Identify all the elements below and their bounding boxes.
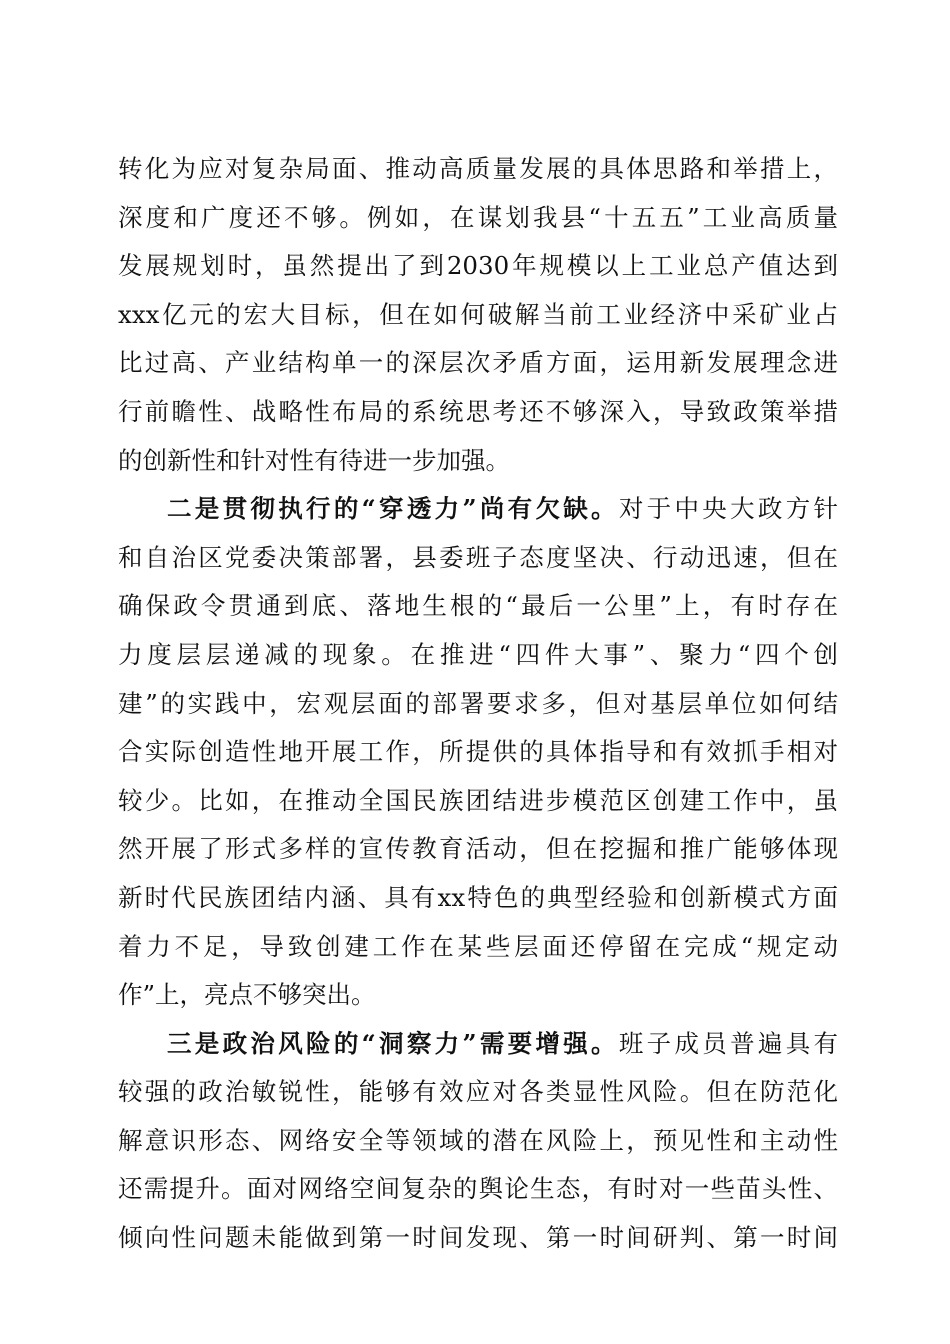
paragraph-line: 建”的实践中，宏观层面的部署要求多，但对基层单位如何结	[118, 688, 838, 718]
paragraph-line: 深度和广度还不够。例如，在谋划我县“十五五”工业高质量	[118, 202, 838, 232]
paragraph-first-line	[118, 1020, 838, 1069]
paragraph-heading: 二是贯彻执行的“穿透力”尚有欠缺。	[167, 494, 619, 524]
paragraph-line: 的创新性和针对性有待进一步加强。	[118, 445, 510, 475]
paragraph-line: 发展规划时，虽然提出了到2030年规模以上工业总产值达到	[118, 251, 838, 281]
paragraph-line: 合实际创造性地开展工作，所提供的具体指导和有效抓手相对	[118, 737, 838, 767]
paragraph-line: 倾向性问题未能做到第一时间发现、第一时间研判、第一时间	[118, 1223, 838, 1253]
paragraph-3	[118, 1020, 838, 1263]
paragraph-line: xxx亿元的宏大目标，但在如何破解当前工业经济中采矿业占	[118, 299, 838, 329]
paragraph-line: 和自治区党委决策部署，县委班子态度坚决、行动迅速，但在	[118, 542, 838, 572]
paragraph-line: 作”上，亮点不够突出。	[118, 980, 376, 1010]
paragraph-line: 转化为应对复杂局面、推动高质量发展的具体思路和举措上，	[118, 154, 838, 183]
paragraph-first-line	[118, 485, 838, 534]
paragraph-line: 力度层层递减的现象。在推进“四件大事”、聚力“四个创	[118, 639, 838, 669]
paragraph-heading: 三是政治风险的“洞察力”需要增强。	[167, 1028, 619, 1058]
paragraph-line: 新时代民族团结内涵、具有xx特色的典型经验和创新模式方面	[118, 882, 838, 912]
paragraph-2	[118, 485, 838, 1020]
paragraph-1	[118, 145, 838, 485]
paragraph-line: 确保政令贯通到底、落地生根的“最后一公里”上，有时存在	[118, 591, 838, 621]
paragraph-line: 较少。比如，在推动全国民族团结进步模范区创建工作中，虽	[118, 785, 838, 815]
paragraph-line: 比过高、产业结构单一的深层次矛盾方面，运用新发展理念进	[118, 348, 838, 378]
paragraph-line: 还需提升。面对网络空间复杂的舆论生态，有时对一些苗头性、	[118, 1174, 838, 1204]
paragraph-text: 班子成员普遍具有	[618, 1028, 839, 1058]
paragraph-text: 对于中央大政方针	[618, 494, 839, 524]
paragraph-line: 较强的政治敏锐性，能够有效应对各类显性风险。但在防范化	[118, 1077, 838, 1107]
document-body	[118, 145, 838, 1263]
paragraph-line: 着力不足，导致创建工作在某些层面还停留在完成“规定动	[118, 931, 838, 961]
paragraph-line: 然开展了形式多样的宣传教育活动，但在挖掘和推广能够体现	[118, 834, 838, 864]
paragraph-line: 行前瞻性、战略性布局的系统思考还不够深入，导致政策举措	[118, 396, 838, 426]
paragraph-line: 解意识形态、网络安全等领域的潜在风险上，预见性和主动性	[118, 1125, 838, 1155]
